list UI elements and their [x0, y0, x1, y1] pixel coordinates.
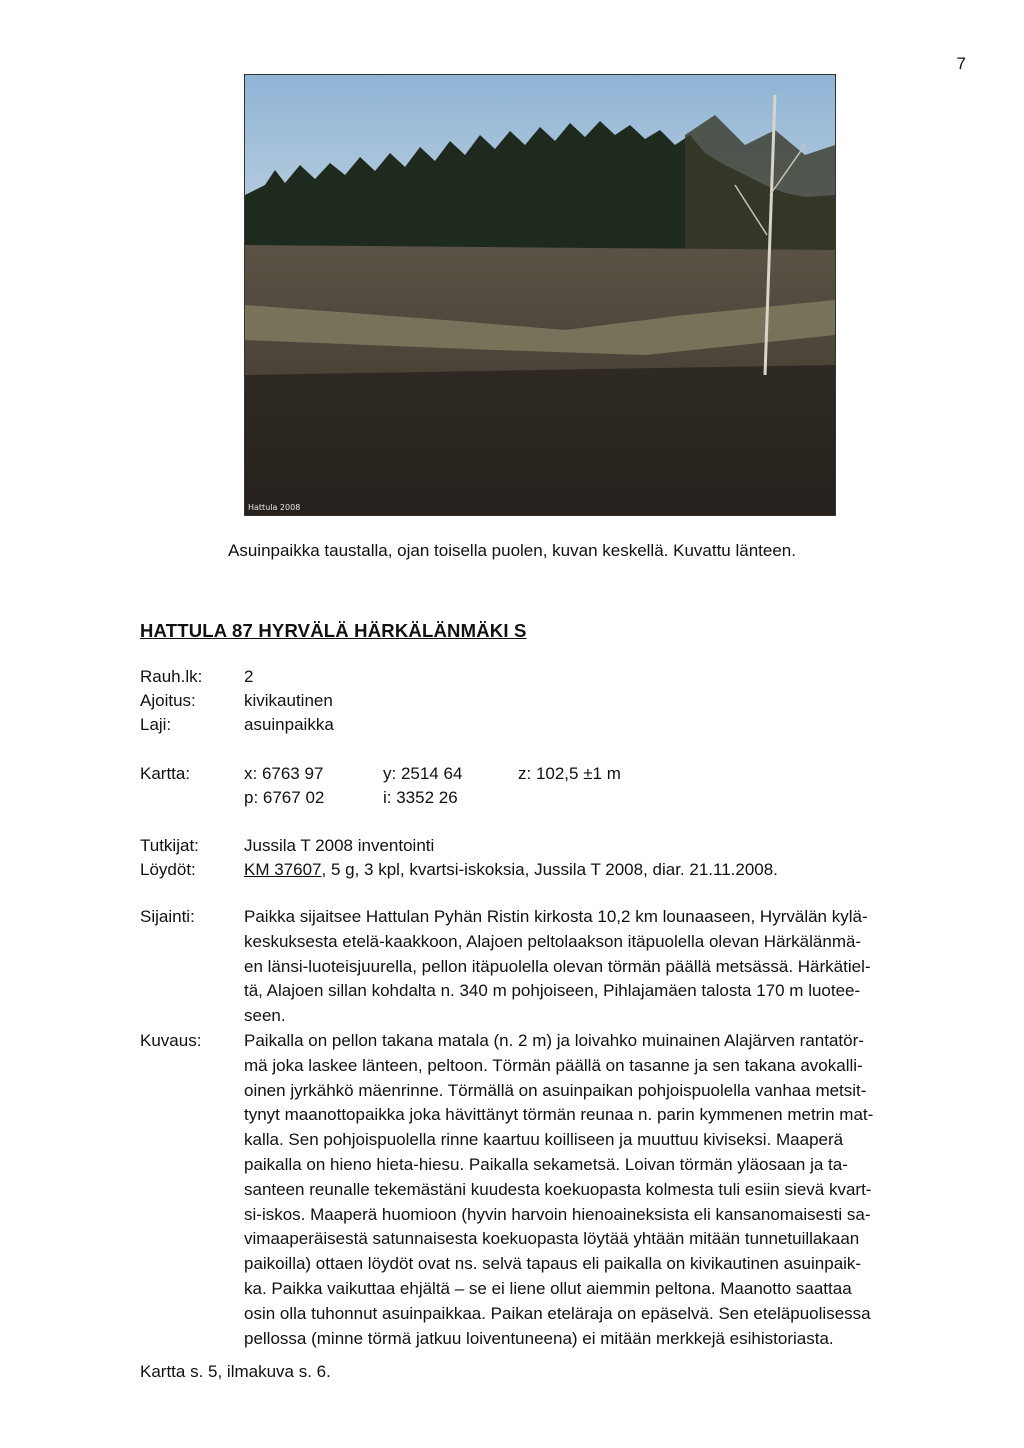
text-line: tä, Alajoen sillan kohdalta n. 340 m pohjoiseen, Pihlajamäen talosta 170 m luotee- [244, 981, 861, 1001]
text-line: si-iskos. Maaperä huomioon (hyvin harvoin hienoaineksista eli kansanomaisesti sa- [244, 1204, 871, 1224]
loydot-value [244, 858, 778, 882]
coord-p: p: 6767 02 [244, 788, 325, 807]
text-line: seen. [244, 1006, 286, 1026]
sijainti-label: Sijainti: [140, 907, 195, 926]
kuvaus-text [244, 1029, 952, 1351]
kuvaus-label: Kuvaus: [140, 1031, 202, 1050]
photo-caption: Asuinpaikka taustalla, ojan toisella puolen, kuvan keskellä. Kuvattu länteen. [228, 541, 796, 560]
text-line: tynyt maanottopaikka joka hävittänyt törmän reunaa n. parin kymmenen metrin mat- [244, 1105, 874, 1125]
text-line: paikalla on hieno hieta-hiesu. Paikalla sekametsä. Loivan törmän yläosaan ja ta- [244, 1154, 848, 1174]
text-line: osin olla tuhonnut asuinpaikkaa. Paikan eteläraja on epäselvä. Sen eteläpuolisessa [244, 1303, 871, 1323]
ajoitus-value: kivikautinen [244, 691, 333, 710]
text-line: en länsi-luoteisjuurella, pellon itäpuolella olevan törmän päällä metsässä. Härkätiel- [244, 956, 871, 976]
ajoitus-label: Ajoitus: [140, 691, 196, 710]
kartta-label: Kartta: [140, 764, 191, 783]
page-number: 7 [956, 54, 966, 73]
text-line: pellossa (minne törmä jatkuu loiventuneena) ei mitään merkkejä esihistoriasta. [244, 1328, 834, 1348]
text-line: kalla. Sen pohjoispuolella rinne kaartuu koilliseen ja muuttuu kiviseksi. Maaperä [244, 1130, 844, 1150]
text-line: mä joka laskee länteen, peltoon. Törmän päällä on tasanne ja sen takana avokalli- [244, 1055, 863, 1075]
text-line: oinen jyrkähkö mäenrinne. Törmällä on asuinpaikan pohjoispuolella vanhaa metsit- [244, 1080, 867, 1100]
site-heading: HATTULA 87 HYRVÄLÄ HÄRKÄLÄNMÄKI S [140, 620, 527, 641]
laji-label: Laji: [140, 715, 172, 734]
text-line: ka. Paikka vaikuttaa ehjältä – se ei liene ollut aiemmin peltona. Maanotto saattaa [244, 1278, 852, 1298]
text-line: Paikka sijaitsee Hattulan Pyhän Ristin kirkosta 10,2 km lounaaseen, Hyrvälän kylä- [244, 907, 868, 926]
coord-x: x: 6763 97 [244, 764, 324, 783]
coord-y: y: 2514 64 [383, 764, 463, 783]
rauh-value: 2 [244, 667, 254, 686]
tutkijat-label: Tutkijat: [140, 836, 199, 855]
tutkijat-value: Jussila T 2008 inventointi [244, 836, 435, 855]
text-line: keskuksesta etelä-kaakkoon, Alajoen peltolaakson itäpuolella olevan Härkälänmä- [244, 931, 862, 951]
coord-i: i: 3352 26 [383, 788, 458, 807]
sijainti-text [244, 905, 952, 1029]
footer-reference: Kartta s. 5, ilmakuva s. 6. [140, 1362, 331, 1381]
field-forest-image [245, 75, 835, 515]
text-line: Paikalla on pellon takana matala (n. 2 m) ja loivahko muinainen Alajärven rantatör- [244, 1031, 864, 1050]
photo-label: Hattula 2008 [248, 503, 301, 512]
text-line: vimaaperäisestä satunnaisesta koekuopasta löytää yhtään mitään tunnetuillakaan [244, 1229, 860, 1249]
laji-value: asuinpaikka [244, 715, 334, 734]
rauh-label: Rauh.lk: [140, 667, 203, 686]
text-line: paikoilla) ottaen löydöt ovat ns. selvä tapaus eli paikalla on kivikautinen asuinpaik- [244, 1254, 862, 1274]
coord-z: z: 102,5 ±1 m [518, 764, 621, 783]
km-number: KM 37607 [244, 860, 322, 879]
text-line: santeen reunalle tekemästäni kuudesta koekuopasta kolmesta tuli esiin sievä kvart- [244, 1179, 872, 1199]
landscape-photo [244, 74, 836, 516]
loydot-details: , 5 g, 3 kpl, kvartsi-iskoksia, Jussila T 2008, diar. 21.11.2008. [321, 860, 778, 879]
loydot-label: Löydöt: [140, 860, 196, 879]
